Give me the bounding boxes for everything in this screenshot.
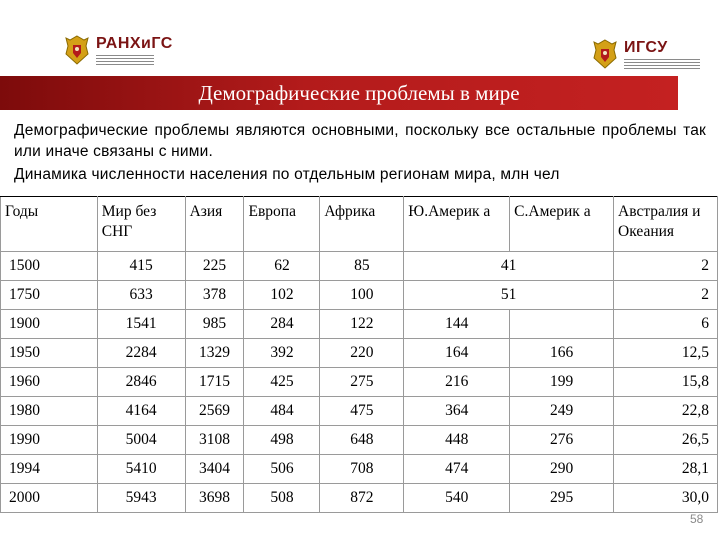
table-cell: 1980 [1,397,98,426]
table-cell: 540 [404,484,510,513]
column-header: Азия [185,197,244,252]
table-cell: 1500 [1,252,98,281]
table-cell: 28,1 [614,455,718,484]
column-header: Европа [244,197,320,252]
logo-ranhigs [64,32,173,68]
table-cell: 62 [244,252,320,281]
table-cell: 2 [614,281,718,310]
table-cell: 484 [244,397,320,426]
table-cell: 220 [320,339,404,368]
table-cell: 1541 [97,310,185,339]
table-cell: 2000 [1,484,98,513]
table-cell: 290 [510,455,614,484]
logo-text-block [624,39,700,69]
population-table [0,196,718,513]
column-header: Годы [1,197,98,252]
table-cell: 276 [510,426,614,455]
table-cell: 4164 [97,397,185,426]
table-cell: 392 [244,339,320,368]
table-cell: 415 [97,252,185,281]
table-cell: 3404 [185,455,244,484]
table-cell: 506 [244,455,320,484]
logo-text-block [96,35,173,65]
table-cell: 2284 [97,339,185,368]
table-cell: 216 [404,368,510,397]
table-cell: 249 [510,397,614,426]
table-cell [510,310,614,339]
intro-text [14,120,706,185]
table-cell: 144 [404,310,510,339]
table-cell-merged: 51 [404,281,614,310]
table-cell: 985 [185,310,244,339]
table-cell: 225 [185,252,244,281]
table-cell: 26,5 [614,426,718,455]
crest-icon [592,38,618,70]
table-row [1,484,718,513]
logo-subtitle-lines [96,55,154,65]
table-cell-merged: 41 [404,252,614,281]
table-cell: 364 [404,397,510,426]
table-cell: 1750 [1,281,98,310]
table-cell: 295 [510,484,614,513]
column-header: Африка [320,197,404,252]
table-cell: 85 [320,252,404,281]
table-row [1,426,718,455]
table-cell: 164 [404,339,510,368]
table-cell: 498 [244,426,320,455]
page-title: Демографические проблемы в мире [198,80,520,105]
table-cell: 15,8 [614,368,718,397]
table-cell: 1994 [1,455,98,484]
column-header: Австралия и Океания [614,197,718,252]
column-header: С.Америк а [510,197,614,252]
table-cell: 1990 [1,426,98,455]
table-cell: 474 [404,455,510,484]
table-cell: 1950 [1,339,98,368]
table-cell: 425 [244,368,320,397]
table-row [1,310,718,339]
logo-name: ИГСУ [624,39,668,56]
table-cell: 3698 [185,484,244,513]
table-cell: 2 [614,252,718,281]
table-cell: 448 [404,426,510,455]
table-cell: 2569 [185,397,244,426]
table-header-row [1,197,718,252]
column-header: Ю.Америк а [404,197,510,252]
column-header: Мир без СНГ [97,197,185,252]
table-cell: 5004 [97,426,185,455]
table-cell: 166 [510,339,614,368]
table-row [1,455,718,484]
table-cell: 1960 [1,368,98,397]
table-cell: 1715 [185,368,244,397]
table-cell: 199 [510,368,614,397]
table-cell: 3108 [185,426,244,455]
intro-paragraph: Демографические проблемы являются основными, поскольку все остальные проблемы так или иначе связаны с ними. [14,122,706,160]
table-row [1,339,718,368]
crest-icon [64,34,90,66]
logo-igsu [592,36,700,72]
table-cell: 30,0 [614,484,718,513]
table-cell: 648 [320,426,404,455]
table-cell: 12,5 [614,339,718,368]
table-cell: 5410 [97,455,185,484]
table-cell: 475 [320,397,404,426]
title-banner [0,76,678,110]
table-cell: 275 [320,368,404,397]
table-row [1,252,718,281]
table-cell: 872 [320,484,404,513]
table-cell: 378 [185,281,244,310]
table-cell: 2846 [97,368,185,397]
table-cell: 100 [320,281,404,310]
table-caption: Динамика численности населения по отдельным регионам мира, млн чел [14,166,560,183]
table-cell: 22,8 [614,397,718,426]
page-number: 58 [690,512,704,526]
table-cell: 122 [320,310,404,339]
table-row [1,368,718,397]
table-cell: 5943 [97,484,185,513]
table-cell: 508 [244,484,320,513]
table-cell: 6 [614,310,718,339]
table-cell: 102 [244,281,320,310]
table-cell: 633 [97,281,185,310]
logo-subtitle-lines [624,59,700,69]
table-cell: 708 [320,455,404,484]
table-row [1,281,718,310]
table-row [1,397,718,426]
table-cell: 1329 [185,339,244,368]
table-cell: 1900 [1,310,98,339]
logo-name: РАНХиГС [96,35,173,52]
table-cell: 284 [244,310,320,339]
